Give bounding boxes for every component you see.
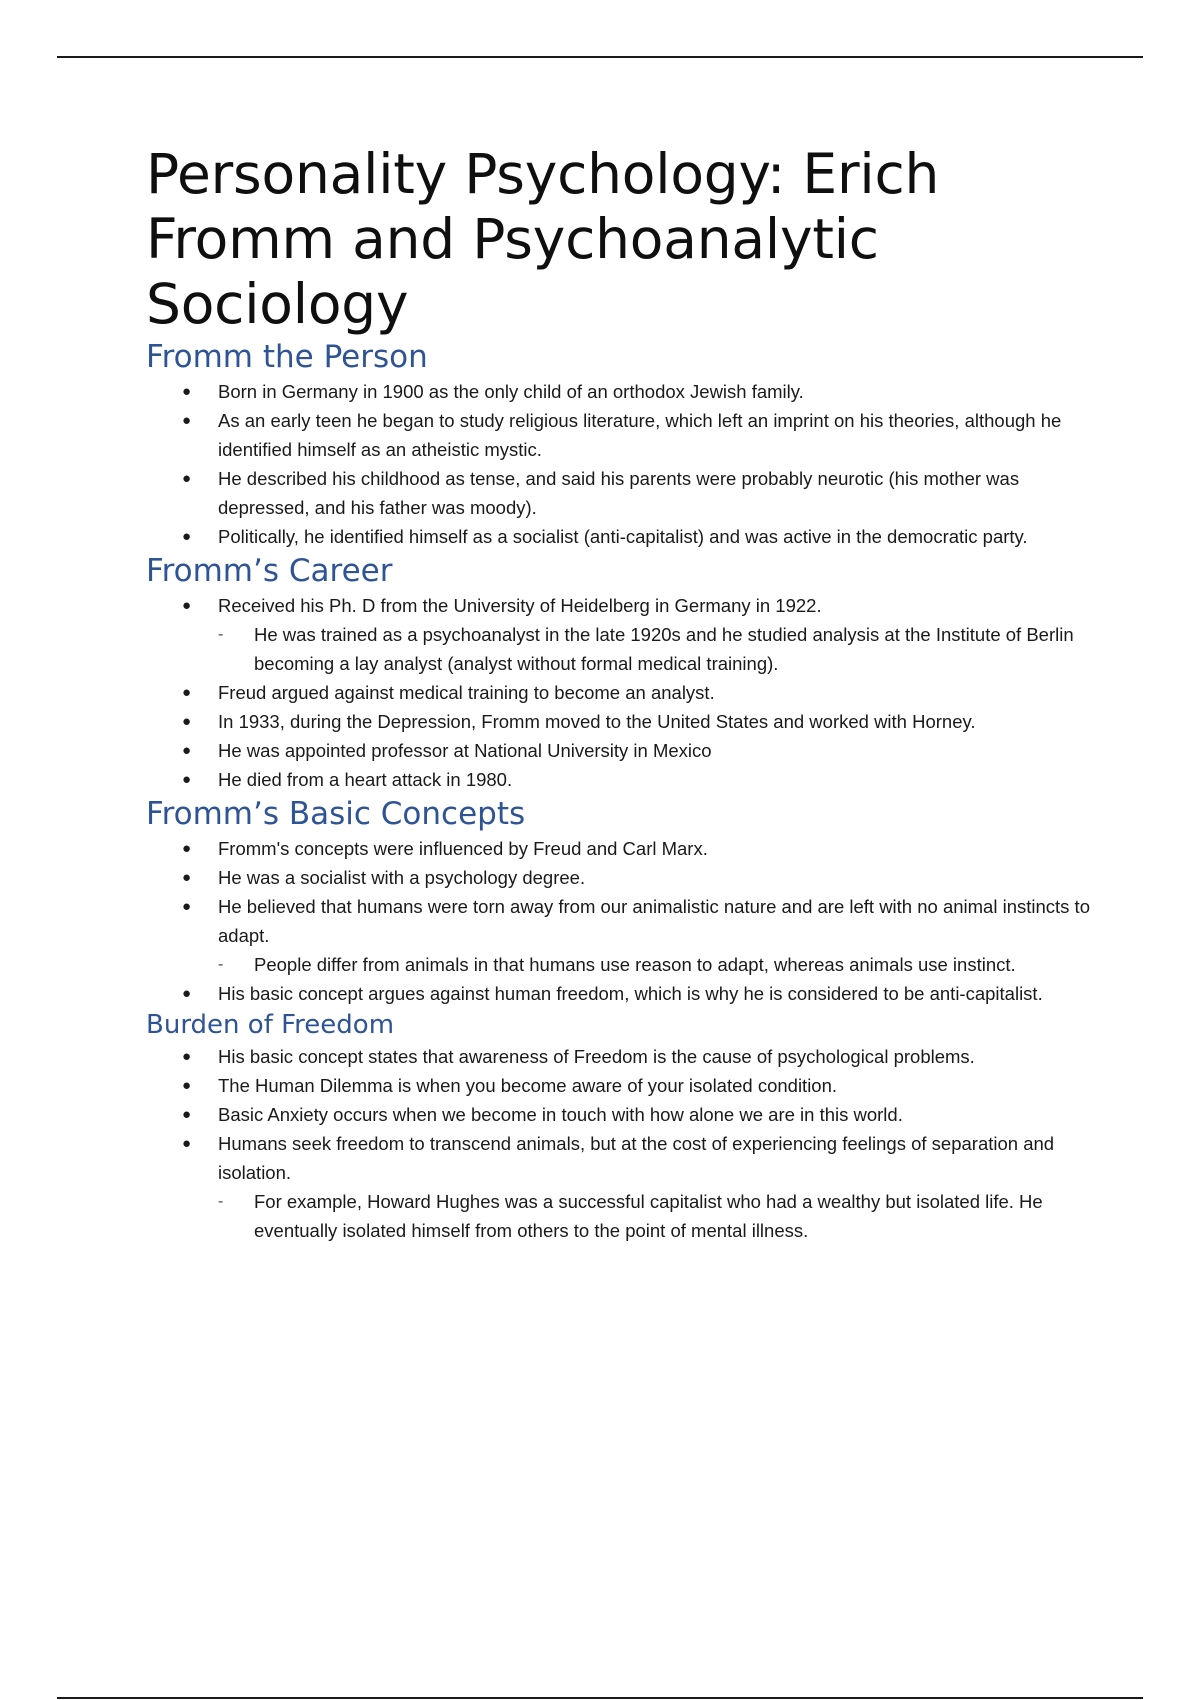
footer-rule bbox=[57, 1697, 1143, 1699]
list-item bbox=[146, 678, 1096, 707]
list-item-text: Politically, he identified himself as a socialist (anti-capitalist) and was active in the democratic party. bbox=[218, 526, 1028, 547]
list-item-text: He described his childhood as tense, and said his parents were probably neurotic (his mother was depressed, and his father was moody). bbox=[218, 468, 1020, 518]
list-item-text: Basic Anxiety occurs when we become in touch with how alone we are in this world. bbox=[218, 1104, 903, 1125]
bullet-dot-icon: ● bbox=[182, 898, 192, 915]
list-item bbox=[146, 863, 1096, 892]
bullet-dot-icon: ● bbox=[182, 412, 192, 429]
list-item-text: As an early teen he began to study religious literature, which left an imprint on his theories, although he identified himself as an atheistic mystic. bbox=[218, 410, 1062, 460]
list-item-text: He was a socialist with a psychology degree. bbox=[218, 867, 586, 888]
bullet-dot-icon: ● bbox=[182, 869, 192, 886]
bullet-dot-icon: ● bbox=[182, 771, 192, 788]
list-item bbox=[146, 377, 1096, 406]
bullet-list-fromm-the-person bbox=[146, 377, 1096, 551]
bullet-dot-icon: ● bbox=[182, 742, 192, 759]
sub-list bbox=[146, 620, 1096, 678]
list-item bbox=[146, 464, 1096, 522]
sub-list-item bbox=[146, 950, 1096, 979]
list-item-text: In 1933, during the Depression, Fromm moved to the United States and worked with Horney. bbox=[218, 711, 976, 732]
bullet-dot-icon: ● bbox=[182, 684, 192, 701]
list-item-text: He was appointed professor at National University in Mexico bbox=[218, 740, 712, 761]
list-item bbox=[146, 1129, 1096, 1187]
section-heading-fromms-career: Fromm’s Career bbox=[146, 553, 393, 589]
bullet-dot-icon: ● bbox=[182, 597, 192, 614]
document-title: Personality Psychology: Erich Fromm and Psychoanalytic Sociology bbox=[146, 142, 940, 336]
bullet-dot-icon: ● bbox=[182, 713, 192, 730]
list-item-text: Freud argued against medical training to become an analyst. bbox=[218, 682, 715, 703]
list-item bbox=[146, 1100, 1096, 1129]
sub-list-item-text: People differ from animals in that humans use reason to adapt, whereas animals use instinct. bbox=[254, 954, 1016, 975]
list-item-text: Humans seek freedom to transcend animals, but at the cost of experiencing feelings of separation and isolation. bbox=[218, 1133, 1055, 1183]
list-item bbox=[146, 406, 1096, 464]
list-item bbox=[146, 591, 1096, 620]
sub-list bbox=[146, 950, 1096, 979]
bullet-dot-icon: ● bbox=[182, 528, 192, 545]
bullet-list-fromms-basic-concepts-cont bbox=[146, 979, 1096, 1008]
section-heading-fromm-the-person: Fromm the Person bbox=[146, 339, 428, 375]
bullet-dot-icon: ● bbox=[182, 1106, 192, 1123]
list-item-text: Born in Germany in 1900 as the only child of an orthodox Jewish family. bbox=[218, 381, 804, 402]
dash-icon: - bbox=[218, 626, 224, 643]
list-item-text: His basic concept argues against human freedom, which is why he is considered to be anti-capitalist. bbox=[218, 983, 1043, 1004]
section-heading-fromms-basic-concepts: Fromm’s Basic Concepts bbox=[146, 796, 526, 832]
list-item bbox=[146, 892, 1096, 950]
list-item bbox=[146, 707, 1096, 736]
dash-icon: - bbox=[218, 956, 224, 973]
list-item bbox=[146, 834, 1096, 863]
list-item bbox=[146, 736, 1096, 765]
bullet-list-burden-of-freedom bbox=[146, 1042, 1096, 1187]
list-item-text: He believed that humans were torn away from our animalistic nature and are left with no animal instincts to adapt. bbox=[218, 896, 1090, 946]
dash-icon: - bbox=[218, 1193, 224, 1210]
section-heading-burden-of-freedom: Burden of Freedom bbox=[146, 1010, 395, 1040]
list-item-text: The Human Dilemma is when you become aware of your isolated condition. bbox=[218, 1075, 838, 1096]
sub-list bbox=[146, 1187, 1096, 1245]
bullet-dot-icon: ● bbox=[182, 840, 192, 857]
bullet-dot-icon: ● bbox=[182, 985, 192, 1002]
sub-list-item bbox=[146, 620, 1096, 678]
list-item bbox=[146, 522, 1096, 551]
header-rule bbox=[57, 56, 1143, 58]
list-item-text: His basic concept states that awareness of Freedom is the cause of psychological problems. bbox=[218, 1046, 975, 1067]
sub-list-item-text: For example, Howard Hughes was a successful capitalist who had a wealthy but isolated life. He eventually isolated himself from others to the point of mental illness. bbox=[254, 1191, 1043, 1241]
sub-list-item-text: He was trained as a psychoanalyst in the late 1920s and he studied analysis at the Institute of Berlin becoming a lay analyst (analyst without formal medical training). bbox=[254, 624, 1074, 674]
sub-list-item bbox=[146, 1187, 1096, 1245]
bullet-list-fromms-career bbox=[146, 591, 1096, 620]
list-item bbox=[146, 1042, 1096, 1071]
bullet-dot-icon: ● bbox=[182, 470, 192, 487]
document-body bbox=[146, 142, 1096, 1245]
list-item-text: Fromm's concepts were influenced by Freud and Carl Marx. bbox=[218, 838, 708, 859]
list-item-text: He died from a heart attack in 1980. bbox=[218, 769, 513, 790]
bullet-dot-icon: ● bbox=[182, 1048, 192, 1065]
list-item bbox=[146, 1071, 1096, 1100]
bullet-dot-icon: ● bbox=[182, 383, 192, 400]
list-item-text: Received his Ph. D from the University of Heidelberg in Germany in 1922. bbox=[218, 595, 822, 616]
bullet-dot-icon: ● bbox=[182, 1135, 192, 1152]
bullet-dot-icon: ● bbox=[182, 1077, 192, 1094]
bullet-list-fromms-basic-concepts bbox=[146, 834, 1096, 950]
bullet-list-fromms-career-cont bbox=[146, 678, 1096, 794]
list-item bbox=[146, 765, 1096, 794]
list-item bbox=[146, 979, 1096, 1008]
